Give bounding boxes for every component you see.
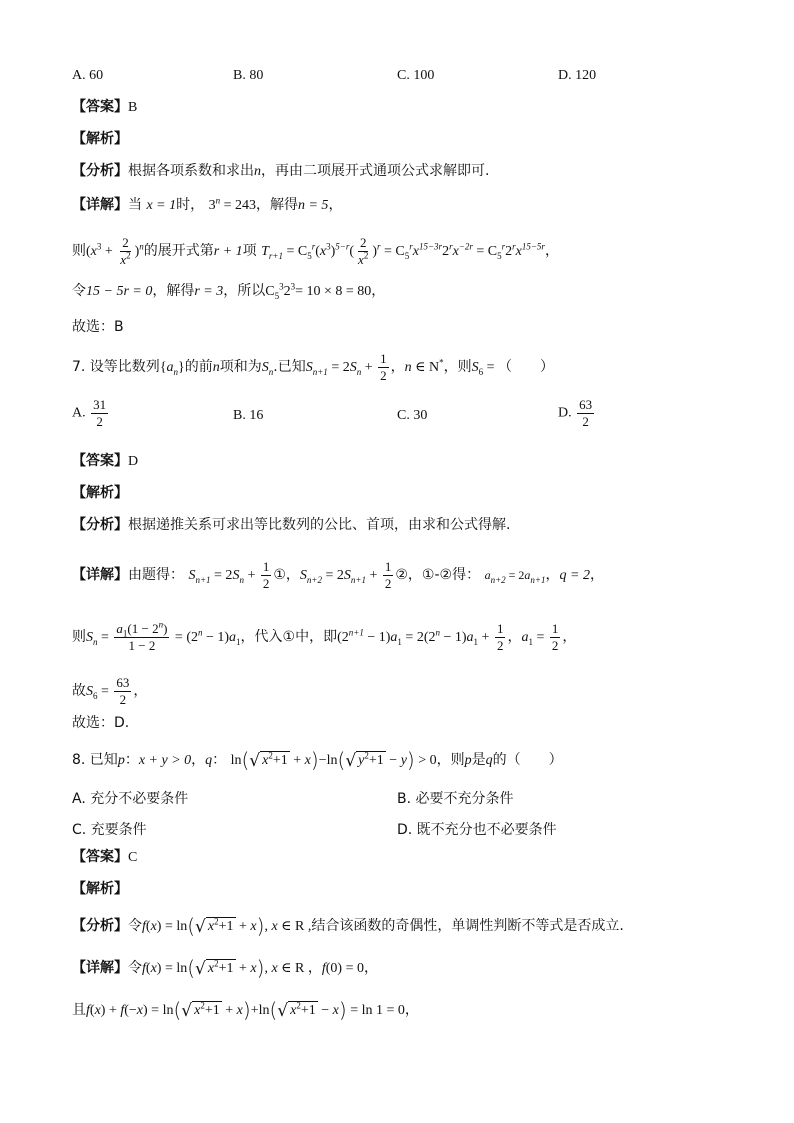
- q7-option-d: D. $\frac{63}{2}$: [558, 397, 593, 429]
- q7-stem: 7. 设等比数列$\{a_n\}$的前n项和为$S_n$.已知$S_{n+1} = 2S_n$ + $\frac{1}{2}$ ，n ∈ N*，则$S_6$ = （ ）: [72, 351, 555, 383]
- q7-xiangjie-line1: 【详解】由题得： $S_{n+1} = 2S_n$ + $\frac{1}{2}$ ①，$S_{n+2} = 2S_{n+1}$ + $\frac{1}{2}$ ②，①-②得： $a_{n+2} = 2a_{n+1}$，q = 2，: [72, 559, 604, 591]
- option-a: A. 60: [72, 68, 104, 83]
- q7-xiangjie-line3: 故$S_6$ = $\frac{63}{2}$ ，: [72, 675, 148, 707]
- q8-xiangjie-line1: 【详解】令f(x) = ln(√ $x^2+1 + x$), x ∈ R ，f(0) = 0，: [72, 956, 378, 980]
- q7-option-b: B. 16: [233, 408, 264, 423]
- q8-option-a: A. 充分不必要条件: [72, 791, 189, 807]
- option-b: B. 80: [233, 68, 264, 83]
- q8-xiangjie-line2: 且f(x) + f(−x) = ln(√ $x^2+1 + x)+\ln(√$ $x^2+1 - x) = \ln 1 = 0$，: [72, 998, 419, 1022]
- q6-xiangjie-line1: 【详解】当 x = 1时， $3^n = 243$，解得n = 5，: [72, 195, 343, 213]
- q7-fenxi: 【分析】根据递推关系可求出等比数列的公比、首项，由求和公式得解.: [72, 517, 511, 533]
- option-d: D. 120: [558, 68, 597, 83]
- q7-answer: 【答案】D: [72, 453, 139, 469]
- q8-fenxi: 【分析】令f(x) = ln(√ $x^2+1 + x$), x ∈ R ,结合该函数的奇偶性，单调性判断不等式是否成立.: [72, 914, 624, 938]
- q6-analysis-label: 【解析】: [72, 131, 128, 147]
- option-c: C. 100: [397, 68, 435, 83]
- q7-xiangjie-line2: 则$S_n$ = $\frac{a_1(1 - 2^n)}{1 - 2}$ = $(2^n - 1)a_1$，代入①中，即$(2^{n+1} - 1)a_1 = 2(2^n - 1)a_1$ + $\frac{1}{2}$ ，$a_1$ = $\frac{1}{2}$ ，: [72, 619, 577, 653]
- q7-option-c: C. 30: [397, 408, 428, 423]
- q6-choose: 故选：B: [72, 319, 124, 335]
- q7-option-a: A. $\frac{31}{2}$: [72, 397, 107, 429]
- q8-option-d: D. 既不充分也不必要条件: [397, 822, 557, 838]
- q8-analysis-label: 【解析】: [72, 881, 128, 897]
- q6-answer: 【答案】B: [72, 99, 138, 115]
- q6-xiangjie-line3: 令15 − 5r = 0，解得r = 3，所以$C_5^32^3= 10 \times 8 = 80$，: [72, 281, 386, 301]
- q6-xiangjie-line2: 则($x^3$ + $\frac{2}{x^2}$ )$^n$的展开式第r + 1项 $T_{r+1} = C_5^r(x^3)^{5-r}$( $\frac{2}{x^2}$ )$^r = C_5^rx^{15-3r}2^rx^{-2r} = C_5^r2^rx^{15-5r}$，: [72, 235, 559, 267]
- q7-choose: 故选：D.: [72, 715, 130, 731]
- q8-option-b: B. 必要不充分条件: [397, 791, 514, 807]
- q6-fenxi: 【分析】根据各项系数和求出n，再由二项展开式通项公式求解即可.: [72, 163, 490, 179]
- q8-stem: 8. 已知p：x + y > 0，q： ln(√ $x^2+1 + x)-\ln(√$ $y^2+1 - y) > 0$，则p是q的（ ）: [72, 748, 563, 772]
- q8-answer: 【答案】C: [72, 849, 138, 865]
- q8-option-c: C. 充要条件: [72, 822, 147, 838]
- q7-analysis-label: 【解析】: [72, 485, 128, 501]
